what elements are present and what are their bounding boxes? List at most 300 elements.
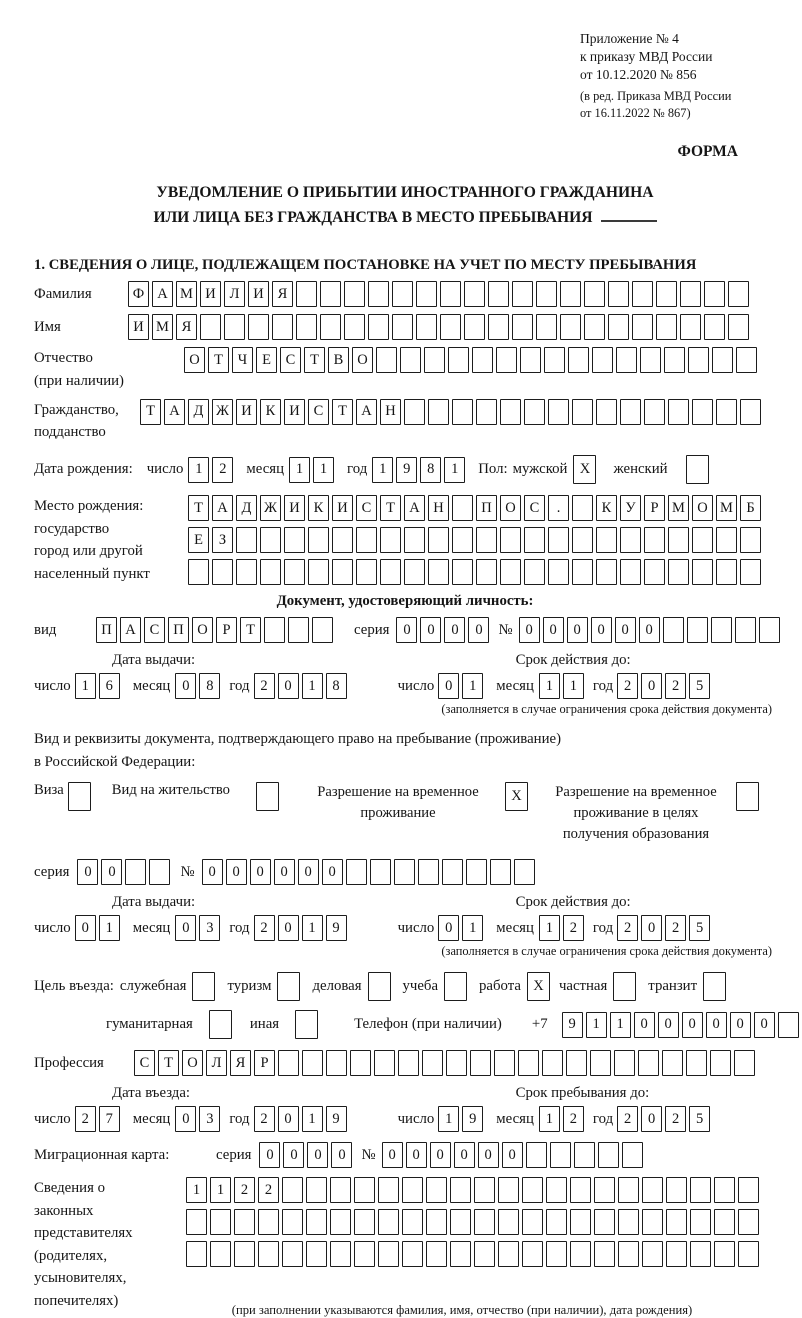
char-box[interactable]: А xyxy=(120,617,141,643)
char-box[interactable] xyxy=(258,1209,279,1235)
char-box[interactable] xyxy=(378,1177,399,1203)
char-box[interactable]: Т xyxy=(380,495,401,521)
char-box[interactable] xyxy=(260,527,281,553)
char-box[interactable] xyxy=(548,527,569,553)
char-box[interactable] xyxy=(306,1177,327,1203)
char-box[interactable] xyxy=(618,1177,639,1203)
char-box[interactable] xyxy=(546,1241,567,1267)
char-box[interactable] xyxy=(642,1241,663,1267)
char-box[interactable]: 0 xyxy=(283,1142,304,1168)
char-box[interactable] xyxy=(149,859,170,885)
char-box[interactable] xyxy=(690,1209,711,1235)
char-box[interactable]: 1 xyxy=(302,1106,323,1132)
char-box[interactable] xyxy=(690,1241,711,1267)
char-box[interactable] xyxy=(330,1177,351,1203)
char-box[interactable] xyxy=(759,617,780,643)
char-box[interactable]: Я xyxy=(272,281,293,307)
char-box[interactable]: 0 xyxy=(478,1142,499,1168)
char-box[interactable] xyxy=(476,399,497,425)
char-box[interactable] xyxy=(548,559,569,585)
char-box[interactable]: Т xyxy=(158,1050,179,1076)
char-box[interactable] xyxy=(574,1142,595,1168)
char-box[interactable] xyxy=(470,1050,491,1076)
char-box[interactable]: 1 xyxy=(539,1106,560,1132)
char-box[interactable] xyxy=(474,1177,495,1203)
char-box[interactable]: 0 xyxy=(259,1142,280,1168)
char-box[interactable]: 0 xyxy=(396,617,417,643)
char-box[interactable] xyxy=(476,559,497,585)
char-box[interactable] xyxy=(686,1050,707,1076)
char-box[interactable] xyxy=(680,314,701,340)
char-box[interactable]: Т xyxy=(140,399,161,425)
char-box[interactable]: 2 xyxy=(75,1106,96,1132)
char-box[interactable]: С xyxy=(144,617,165,643)
char-box[interactable]: Р xyxy=(254,1050,275,1076)
char-box[interactable] xyxy=(566,1050,587,1076)
char-box[interactable]: 5 xyxy=(689,673,710,699)
char-box[interactable] xyxy=(550,1142,571,1168)
char-box[interactable]: О xyxy=(182,1050,203,1076)
char-box[interactable] xyxy=(740,399,761,425)
char-box[interactable]: П xyxy=(168,617,189,643)
char-box[interactable]: X xyxy=(527,972,550,1001)
char-box[interactable] xyxy=(778,1012,799,1038)
char-box[interactable]: Ж xyxy=(212,399,233,425)
char-box[interactable]: 2 xyxy=(617,673,638,699)
char-box[interactable] xyxy=(444,972,467,1001)
char-box[interactable] xyxy=(500,559,521,585)
char-box[interactable]: Л xyxy=(224,281,245,307)
char-box[interactable]: 1 xyxy=(302,915,323,941)
char-box[interactable]: И xyxy=(284,399,305,425)
char-box[interactable]: А xyxy=(404,495,425,521)
char-box[interactable] xyxy=(518,1050,539,1076)
char-box[interactable] xyxy=(584,281,605,307)
char-box[interactable]: 9 xyxy=(326,1106,347,1132)
char-box[interactable] xyxy=(716,559,737,585)
char-box[interactable]: 3 xyxy=(199,1106,220,1132)
char-box[interactable] xyxy=(368,281,389,307)
char-box[interactable] xyxy=(568,347,589,373)
char-box[interactable] xyxy=(494,1050,515,1076)
char-box[interactable]: 1 xyxy=(539,915,560,941)
char-box[interactable] xyxy=(392,314,413,340)
char-box[interactable]: К xyxy=(596,495,617,521)
char-box[interactable] xyxy=(344,281,365,307)
char-box[interactable] xyxy=(370,859,391,885)
char-box[interactable] xyxy=(620,527,641,553)
char-box[interactable] xyxy=(524,399,545,425)
char-box[interactable]: И xyxy=(236,399,257,425)
char-box[interactable]: Е xyxy=(256,347,277,373)
char-box[interactable] xyxy=(514,859,535,885)
char-box[interactable] xyxy=(296,314,317,340)
char-box[interactable] xyxy=(608,281,629,307)
char-box[interactable] xyxy=(712,347,733,373)
char-box[interactable]: 0 xyxy=(430,1142,451,1168)
char-box[interactable]: М xyxy=(716,495,737,521)
char-box[interactable] xyxy=(428,559,449,585)
char-box[interactable] xyxy=(308,527,329,553)
char-box[interactable] xyxy=(378,1209,399,1235)
char-box[interactable] xyxy=(620,399,641,425)
char-box[interactable] xyxy=(512,281,533,307)
char-box[interactable] xyxy=(570,1241,591,1267)
char-box[interactable]: А xyxy=(356,399,377,425)
char-box[interactable]: 1 xyxy=(75,673,96,699)
char-box[interactable] xyxy=(282,1177,303,1203)
char-box[interactable] xyxy=(368,314,389,340)
char-box[interactable]: 0 xyxy=(438,673,459,699)
char-box[interactable]: С xyxy=(524,495,545,521)
char-box[interactable] xyxy=(188,559,209,585)
char-box[interactable]: 0 xyxy=(543,617,564,643)
char-box[interactable]: В xyxy=(328,347,349,373)
char-box[interactable]: У xyxy=(620,495,641,521)
char-box[interactable]: Я xyxy=(230,1050,251,1076)
char-box[interactable] xyxy=(404,559,425,585)
char-box[interactable] xyxy=(714,1241,735,1267)
char-box[interactable] xyxy=(326,1050,347,1076)
char-box[interactable] xyxy=(284,559,305,585)
char-box[interactable] xyxy=(210,1241,231,1267)
char-box[interactable] xyxy=(522,1241,543,1267)
char-box[interactable] xyxy=(256,782,279,811)
char-box[interactable] xyxy=(282,1209,303,1235)
char-box[interactable] xyxy=(332,527,353,553)
char-box[interactable] xyxy=(668,559,689,585)
char-box[interactable]: 0 xyxy=(591,617,612,643)
char-box[interactable]: Р xyxy=(216,617,237,643)
char-box[interactable] xyxy=(354,1209,375,1235)
char-box[interactable]: П xyxy=(96,617,117,643)
char-box[interactable] xyxy=(450,1209,471,1235)
char-box[interactable] xyxy=(424,347,445,373)
char-box[interactable]: 1 xyxy=(539,673,560,699)
char-box[interactable] xyxy=(728,281,749,307)
char-box[interactable] xyxy=(642,1209,663,1235)
char-box[interactable]: 1 xyxy=(210,1177,231,1203)
char-box[interactable] xyxy=(440,314,461,340)
char-box[interactable]: 2 xyxy=(617,1106,638,1132)
char-box[interactable]: 6 xyxy=(99,673,120,699)
char-box[interactable] xyxy=(668,399,689,425)
char-box[interactable]: О xyxy=(500,495,521,521)
char-box[interactable] xyxy=(398,1050,419,1076)
char-box[interactable]: 0 xyxy=(226,859,247,885)
char-box[interactable] xyxy=(306,1209,327,1235)
char-box[interactable] xyxy=(380,527,401,553)
char-box[interactable] xyxy=(368,972,391,1001)
char-box[interactable] xyxy=(632,314,653,340)
char-box[interactable] xyxy=(448,347,469,373)
char-box[interactable]: О xyxy=(184,347,205,373)
char-box[interactable] xyxy=(428,527,449,553)
char-box[interactable] xyxy=(692,559,713,585)
char-box[interactable]: 0 xyxy=(730,1012,751,1038)
char-box[interactable]: 0 xyxy=(420,617,441,643)
char-box[interactable] xyxy=(546,1177,567,1203)
char-box[interactable] xyxy=(711,617,732,643)
char-box[interactable] xyxy=(656,314,677,340)
char-box[interactable] xyxy=(644,399,665,425)
char-box[interactable] xyxy=(260,559,281,585)
char-box[interactable] xyxy=(356,559,377,585)
char-box[interactable]: 0 xyxy=(101,859,122,885)
char-box[interactable] xyxy=(666,1241,687,1267)
char-box[interactable] xyxy=(524,559,545,585)
char-box[interactable] xyxy=(234,1241,255,1267)
char-box[interactable] xyxy=(638,1050,659,1076)
char-box[interactable]: 2 xyxy=(258,1177,279,1203)
char-box[interactable]: С xyxy=(280,347,301,373)
char-box[interactable]: 0 xyxy=(682,1012,703,1038)
char-box[interactable]: 1 xyxy=(563,673,584,699)
char-box[interactable]: 0 xyxy=(75,915,96,941)
char-box[interactable] xyxy=(380,559,401,585)
char-box[interactable] xyxy=(662,1050,683,1076)
char-box[interactable]: 2 xyxy=(617,915,638,941)
char-box[interactable]: С xyxy=(356,495,377,521)
char-box[interactable]: 0 xyxy=(175,915,196,941)
char-box[interactable] xyxy=(666,1209,687,1235)
char-box[interactable] xyxy=(596,399,617,425)
char-box[interactable]: 0 xyxy=(250,859,271,885)
char-box[interactable] xyxy=(466,859,487,885)
char-box[interactable]: Я xyxy=(176,314,197,340)
char-box[interactable] xyxy=(450,1241,471,1267)
char-box[interactable]: 8 xyxy=(199,673,220,699)
char-box[interactable]: И xyxy=(200,281,221,307)
char-box[interactable] xyxy=(572,527,593,553)
char-box[interactable] xyxy=(594,1241,615,1267)
char-box[interactable]: Н xyxy=(380,399,401,425)
char-box[interactable] xyxy=(500,527,521,553)
char-box[interactable] xyxy=(404,527,425,553)
char-box[interactable] xyxy=(288,617,309,643)
char-box[interactable]: 0 xyxy=(175,1106,196,1132)
char-box[interactable] xyxy=(476,527,497,553)
char-box[interactable]: М xyxy=(152,314,173,340)
char-box[interactable] xyxy=(308,559,329,585)
char-box[interactable] xyxy=(608,314,629,340)
char-box[interactable] xyxy=(416,281,437,307)
char-box[interactable] xyxy=(200,314,221,340)
char-box[interactable] xyxy=(560,281,581,307)
char-box[interactable]: И xyxy=(284,495,305,521)
char-box[interactable] xyxy=(374,1050,395,1076)
char-box[interactable] xyxy=(210,1209,231,1235)
char-box[interactable]: 0 xyxy=(567,617,588,643)
char-box[interactable] xyxy=(450,1177,471,1203)
char-box[interactable]: 0 xyxy=(639,617,660,643)
char-box[interactable]: 1 xyxy=(188,457,209,483)
char-box[interactable] xyxy=(614,1050,635,1076)
char-box[interactable] xyxy=(346,859,367,885)
char-box[interactable] xyxy=(622,1142,643,1168)
char-box[interactable]: И xyxy=(332,495,353,521)
char-box[interactable] xyxy=(295,1010,318,1039)
char-box[interactable] xyxy=(686,455,709,484)
char-box[interactable]: 8 xyxy=(420,457,441,483)
char-box[interactable]: 0 xyxy=(77,859,98,885)
char-box[interactable]: 1 xyxy=(444,457,465,483)
char-box[interactable] xyxy=(592,347,613,373)
char-box[interactable] xyxy=(402,1177,423,1203)
char-box[interactable] xyxy=(464,281,485,307)
char-box[interactable]: 0 xyxy=(438,915,459,941)
char-box[interactable] xyxy=(296,281,317,307)
char-box[interactable] xyxy=(738,1241,759,1267)
char-box[interactable]: 0 xyxy=(641,915,662,941)
char-box[interactable]: 1 xyxy=(462,673,483,699)
char-box[interactable] xyxy=(344,314,365,340)
char-box[interactable] xyxy=(277,972,300,1001)
char-box[interactable] xyxy=(248,314,269,340)
char-box[interactable] xyxy=(234,1209,255,1235)
char-box[interactable] xyxy=(209,1010,232,1039)
char-box[interactable]: 5 xyxy=(689,915,710,941)
char-box[interactable]: Ф xyxy=(128,281,149,307)
char-box[interactable]: Ж xyxy=(260,495,281,521)
char-box[interactable] xyxy=(618,1209,639,1235)
char-box[interactable] xyxy=(570,1209,591,1235)
char-box[interactable] xyxy=(536,314,557,340)
char-box[interactable]: 0 xyxy=(175,673,196,699)
char-box[interactable] xyxy=(663,617,684,643)
char-box[interactable]: 5 xyxy=(689,1106,710,1132)
char-box[interactable]: Т xyxy=(208,347,229,373)
char-box[interactable] xyxy=(736,782,759,811)
char-box[interactable] xyxy=(452,559,473,585)
char-box[interactable]: Д xyxy=(236,495,257,521)
char-box[interactable] xyxy=(642,1177,663,1203)
char-box[interactable] xyxy=(498,1209,519,1235)
char-box[interactable] xyxy=(426,1177,447,1203)
char-box[interactable] xyxy=(640,347,661,373)
char-box[interactable] xyxy=(496,347,517,373)
char-box[interactable]: Т xyxy=(332,399,353,425)
char-box[interactable] xyxy=(330,1209,351,1235)
char-box[interactable] xyxy=(714,1209,735,1235)
char-box[interactable]: 2 xyxy=(665,1106,686,1132)
char-box[interactable] xyxy=(68,782,91,811)
char-box[interactable]: 0 xyxy=(658,1012,679,1038)
char-box[interactable] xyxy=(714,1177,735,1203)
char-box[interactable]: Д xyxy=(188,399,209,425)
char-box[interactable] xyxy=(692,527,713,553)
char-box[interactable] xyxy=(452,527,473,553)
char-box[interactable] xyxy=(418,859,439,885)
char-box[interactable] xyxy=(542,1050,563,1076)
char-box[interactable]: . xyxy=(548,495,569,521)
char-box[interactable] xyxy=(500,399,521,425)
char-box[interactable] xyxy=(544,347,565,373)
char-box[interactable] xyxy=(687,617,708,643)
char-box[interactable]: О xyxy=(692,495,713,521)
char-box[interactable] xyxy=(644,559,665,585)
char-box[interactable] xyxy=(442,859,463,885)
char-box[interactable]: 0 xyxy=(502,1142,523,1168)
char-box[interactable] xyxy=(440,281,461,307)
char-box[interactable] xyxy=(548,399,569,425)
char-box[interactable] xyxy=(125,859,146,885)
char-box[interactable]: 2 xyxy=(254,915,275,941)
char-box[interactable]: 0 xyxy=(382,1142,403,1168)
char-box[interactable] xyxy=(618,1241,639,1267)
char-box[interactable] xyxy=(284,527,305,553)
char-box[interactable] xyxy=(490,859,511,885)
char-box[interactable] xyxy=(522,1177,543,1203)
char-box[interactable] xyxy=(302,1050,323,1076)
char-box[interactable]: О xyxy=(192,617,213,643)
char-box[interactable] xyxy=(570,1177,591,1203)
char-box[interactable] xyxy=(728,314,749,340)
char-box[interactable]: 0 xyxy=(468,617,489,643)
char-box[interactable]: 0 xyxy=(641,1106,662,1132)
char-box[interactable] xyxy=(350,1050,371,1076)
char-box[interactable] xyxy=(236,527,257,553)
char-box[interactable] xyxy=(402,1241,423,1267)
char-box[interactable] xyxy=(212,559,233,585)
char-box[interactable] xyxy=(716,527,737,553)
char-box[interactable] xyxy=(330,1241,351,1267)
char-box[interactable] xyxy=(710,1050,731,1076)
char-box[interactable] xyxy=(332,559,353,585)
char-box[interactable] xyxy=(498,1177,519,1203)
char-box[interactable] xyxy=(404,399,425,425)
char-box[interactable] xyxy=(282,1241,303,1267)
char-box[interactable] xyxy=(572,399,593,425)
char-box[interactable] xyxy=(512,314,533,340)
char-box[interactable]: 0 xyxy=(615,617,636,643)
char-box[interactable]: 8 xyxy=(326,673,347,699)
char-box[interactable] xyxy=(594,1177,615,1203)
char-box[interactable] xyxy=(320,281,341,307)
char-box[interactable] xyxy=(400,347,421,373)
char-box[interactable]: 9 xyxy=(462,1106,483,1132)
char-box[interactable] xyxy=(703,972,726,1001)
char-box[interactable] xyxy=(704,281,725,307)
char-box[interactable]: 0 xyxy=(298,859,319,885)
char-box[interactable]: К xyxy=(260,399,281,425)
char-box[interactable] xyxy=(224,314,245,340)
char-box[interactable]: 0 xyxy=(454,1142,475,1168)
char-box[interactable]: Р xyxy=(644,495,665,521)
char-box[interactable]: С xyxy=(308,399,329,425)
char-box[interactable]: И xyxy=(248,281,269,307)
char-box[interactable] xyxy=(666,1177,687,1203)
char-box[interactable] xyxy=(258,1241,279,1267)
char-box[interactable] xyxy=(524,527,545,553)
char-box[interactable] xyxy=(236,559,257,585)
char-box[interactable] xyxy=(560,314,581,340)
char-box[interactable]: П xyxy=(476,495,497,521)
char-box[interactable]: 9 xyxy=(326,915,347,941)
char-box[interactable]: 0 xyxy=(641,673,662,699)
char-box[interactable] xyxy=(536,281,557,307)
char-box[interactable] xyxy=(596,527,617,553)
char-box[interactable]: 0 xyxy=(754,1012,775,1038)
char-box[interactable] xyxy=(422,1050,443,1076)
char-box[interactable] xyxy=(452,399,473,425)
char-box[interactable] xyxy=(632,281,653,307)
char-box[interactable] xyxy=(522,1209,543,1235)
char-box[interactable] xyxy=(378,1241,399,1267)
char-box[interactable] xyxy=(474,1241,495,1267)
char-box[interactable] xyxy=(644,527,665,553)
char-box[interactable] xyxy=(616,347,637,373)
